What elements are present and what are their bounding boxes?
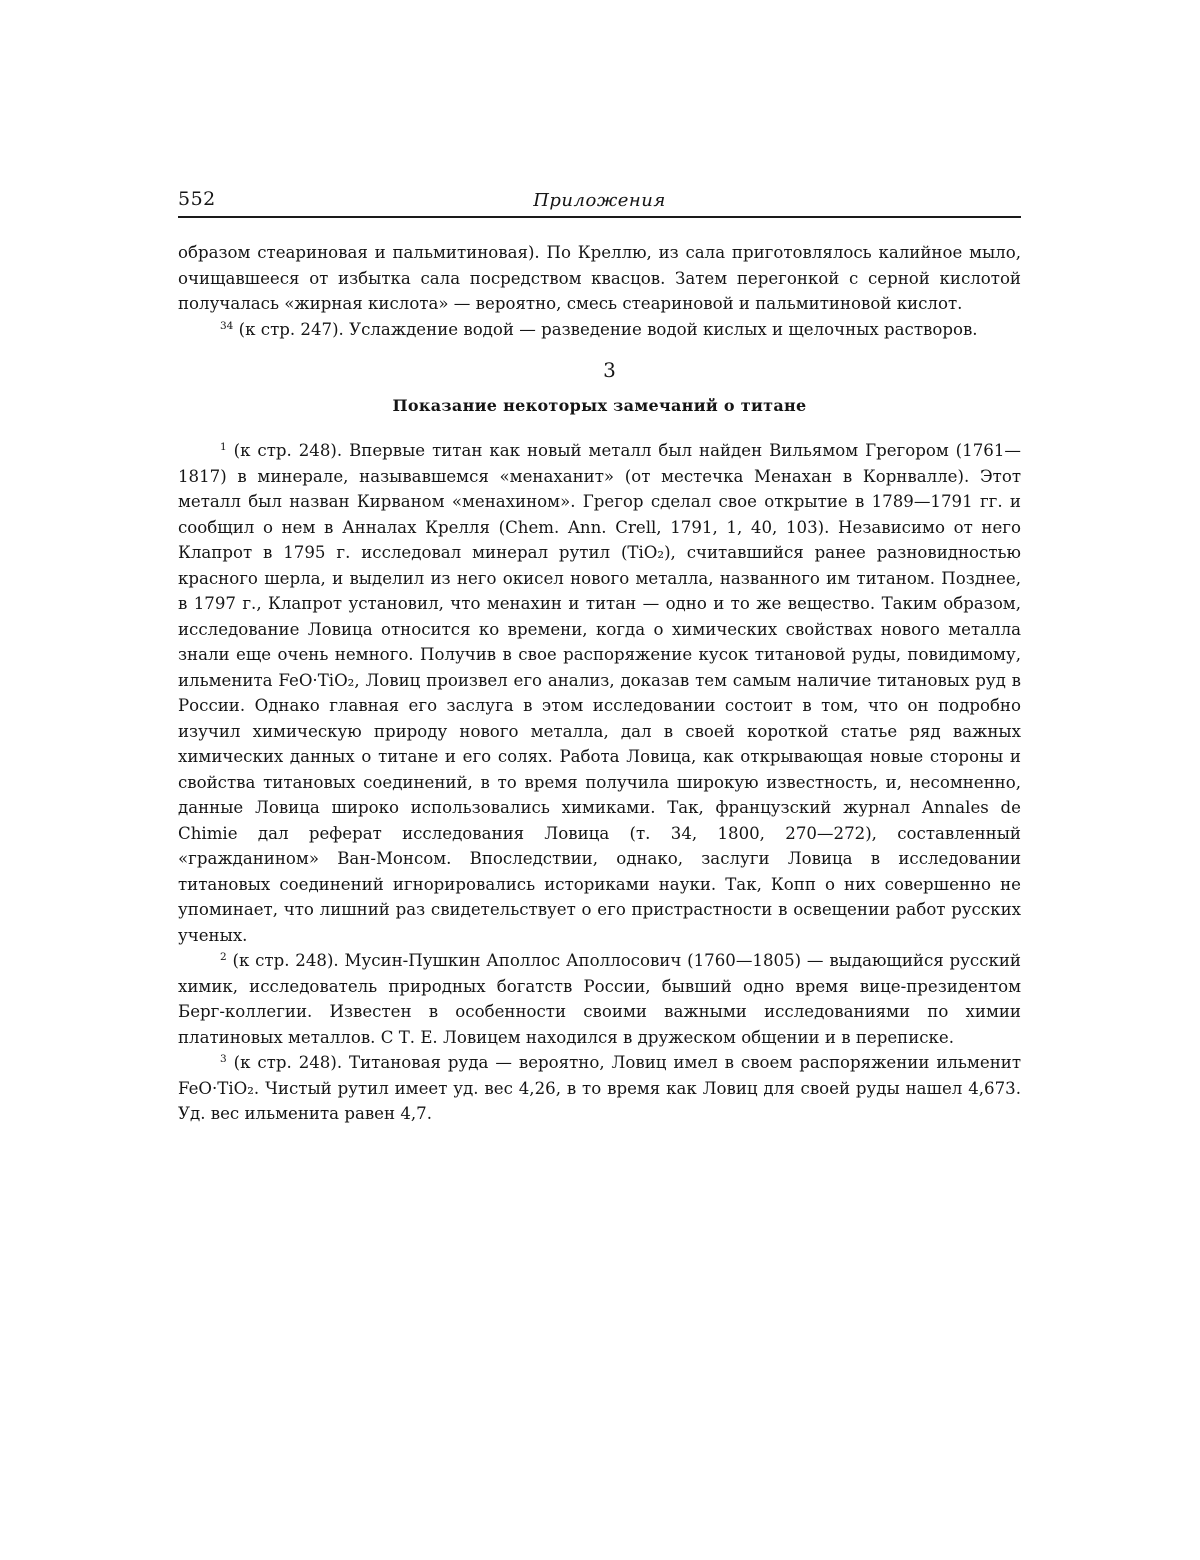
note-text: (к стр. 247). Услаждение водой — разведение водой кислых и щелочных растворов. — [233, 320, 977, 339]
note-text: (к стр. 248). Впервые титан как новый металл был найден Вильямом Грегором (1761—1817) в минерале, называвшемся «менаханит» (от местечка Менахан в Корнвалле). Этот металл был назван Кирваном «менахином». Грегор сделал свое открытие в 1789—1791 гг. и сообщил о нем в Анналах Крелля (Chem. Ann. Crell, 1791, 1, 40, 103). Независимо от него Клапрот в 1795 г. исследовал минерал рутил (TiO₂), считавшийся ранее разновидностью красного шерла, и выделил из него окисел нового металла, названного им титаном. Позднее, в 1797 г., Клапрот установил, что менахин и титан — одно и то же вещество. Таким образом, исследование Ловица относится ко времени, когда о химических свойствах нового металла знали еще очень немного. Получив в свое распоряжение кусок титановой руды, повидимому, ильменита FeO·TiO₂, Ловиц произвел его анализ, доказав тем самым наличие титановых руд в России. Однако главная его заслуга в этом исследовании состоит в том, что он подробно изучил химическую природу нового металла, дал в своей короткой статье ряд важных химических данных о титане и его солях. Работа Ловица, как открывающая новые стороны и свойства титановых соединений, в то время получила широкую известность, и, несомненно, данные Ловица широко использовались химиками. Так, французский журнал Annales de Chimie дал реферат исследования Ловица (т. 34, 1800, 270—272), составленный «гражданином» Ван-Монсом. Впоследствии, однако, заслуги Ловица в исследовании титановых соединений игнорировались историками науки. Так, Копп о них совершенно не упоминает, что лишний раз свидетельствует о его пристрастности в освещении работ русских ученых. — [178, 441, 1021, 945]
page-number: 552 — [178, 188, 216, 210]
note-3 — [178, 1050, 1021, 1127]
note-text: (к стр. 248). Титановая руда — вероятно, Ловиц имел в своем распоряжении ильменит FeO·TiO₂. Чистый рутил имеет уд. вес 4,26, в то время как Ловиц для своей руды нашел 4,673. Уд. вес ильменита равен 4,7. — [178, 1053, 1021, 1123]
footnote-34 — [178, 317, 1021, 343]
running-title: Приложения — [178, 190, 1021, 211]
continuation-paragraph: образом стеариновая и пальмитиновая). По Креллю, из сала приготовлялось калийное мыло, очищавшееся от избытка сала посредством квасцов. Затем перегонкой с серной кислотой получалась «жирная кислота» — вероятно, смесь стеариновой и пальмитиновой кислот. — [178, 240, 1021, 317]
section-number: 3 — [178, 352, 1021, 388]
running-head — [178, 182, 1021, 218]
note-number: 34 — [220, 320, 233, 332]
note-number: 2 — [220, 951, 227, 963]
section-title: Показание некоторых замечаний о титане — [178, 392, 1021, 420]
page-body — [178, 240, 1021, 1127]
note-2 — [178, 948, 1021, 1050]
note-text: (к стр. 248). Мусин-Пушкин Аполлос Аполлосович (1760—1805) — выдающийся русский химик, исследователь природных богатств России, бывший одно время вице-президентом Берг-коллегии. Известен в особенности своими важными исследованиями по химии платиновых металлов. С Т. Е. Ловицем находился в дружеском общении и в переписке. — [178, 951, 1021, 1047]
note-number: 1 — [220, 441, 227, 453]
note-number: 3 — [220, 1053, 227, 1065]
page — [178, 182, 1021, 1127]
note-1 — [178, 438, 1021, 948]
